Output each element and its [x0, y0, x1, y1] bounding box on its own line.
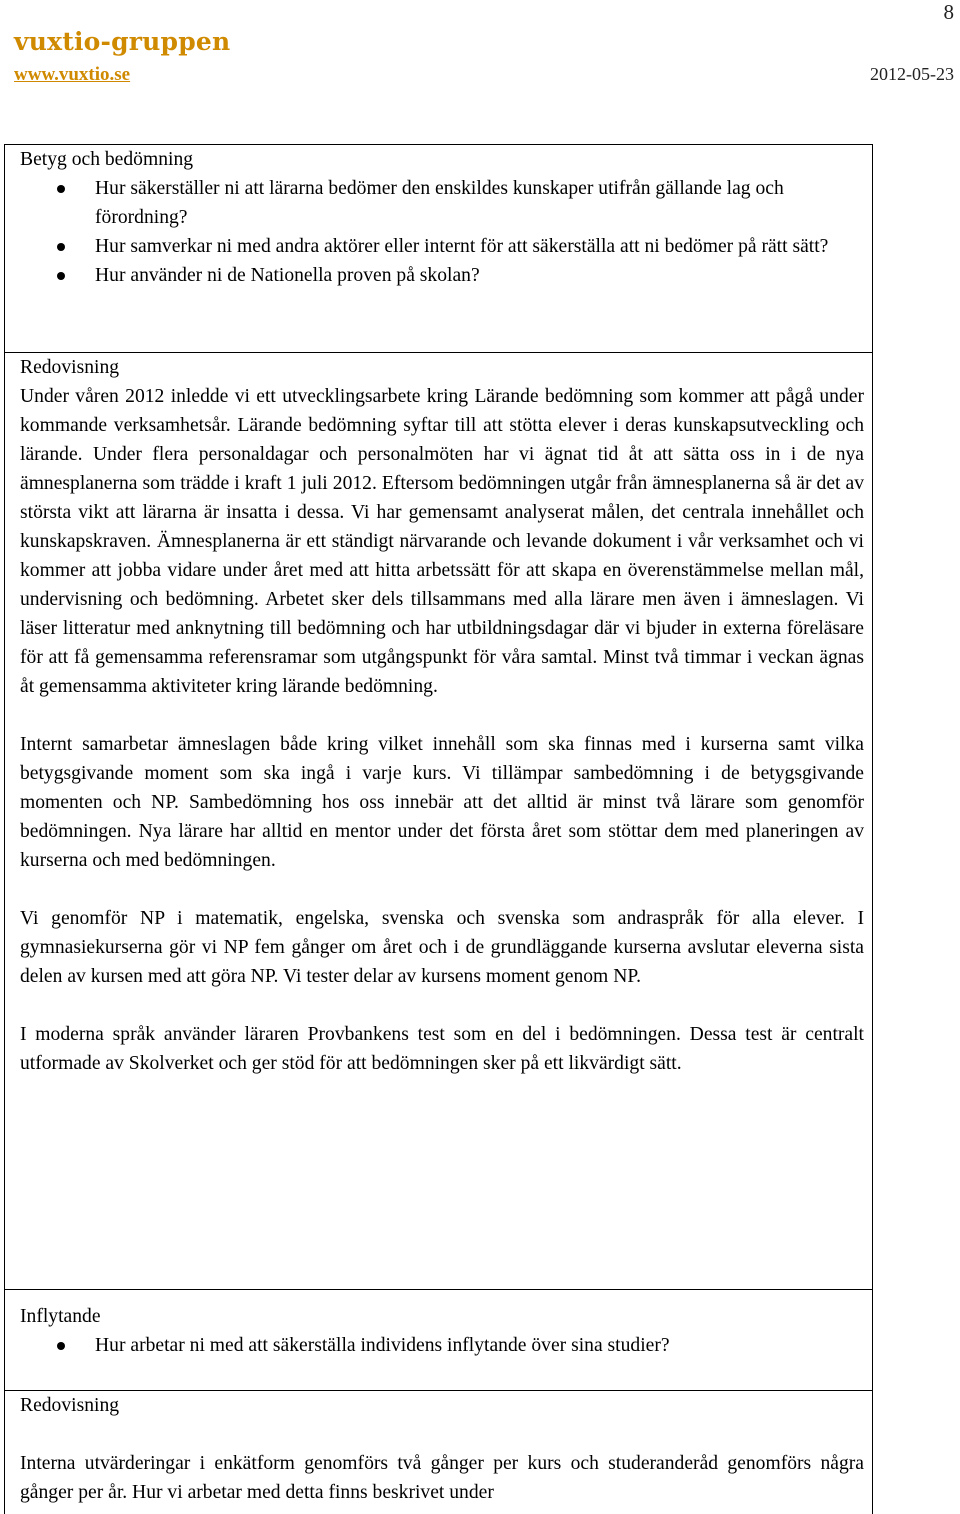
betyg-section: [20, 145, 864, 290]
row-divider: [4, 1289, 873, 1290]
bullet-icon: [57, 185, 65, 193]
bullet-icon: [57, 272, 65, 280]
betyg-question-list: [20, 174, 864, 290]
question-text: Hur samverkar ni med andra aktörer eller internt för att säkerställa att ni bedömer på rätt sätt?: [95, 236, 829, 257]
bullet-icon: [57, 1342, 65, 1350]
brand-url-link[interactable]: www.vuxtio.se: [14, 64, 131, 85]
brand-name: vuxtio-gruppen: [14, 27, 231, 56]
redovisning-paragraph: Under våren 2012 inledde vi ett utvecklingsarbete kring Lärande bedömning som kommer att pågå under kommande verksamhetsår. Lärande bedömning syftar till att stötta elever i deras kunskapsutveckling och lärande. Under flera personaldagar och personalmöten har vi ägnat tid åt att sätta oss in i de nya ämnesplanerna som trädde i kraft 1 juli 2012. Eftersom bedömningen utgår från ämnesplanerna så är det av största vikt att lärarna är insatta i dessa. Vi har gemensamt analyserat målen, det centrala innehållet och kunskapskraven. Ämnesplanerna är ett ständigt närvarande och levande dokument i vår verksamhet och vi kommer att jobba vidare under året med att hitta arbetssätt för att skapa en överenstämmelse mellan mål, undervisning och bedömning. Arbetet sker dels tillsammans med alla lärare men även i ämneslagen. Vi läser litteratur med anknytning till bedömning och har utbildningsdagar där vi bjuder in externa föreläsare för att få gemensamma referensramar som utgångspunkt för våra samtal. Minst två timmar i veckan ägnas åt gemensamma aktiviteter kring lärande bedömning.: [20, 386, 864, 697]
question-item: [20, 232, 864, 261]
question-text: Hur använder ni de Nationella proven på skolan?: [95, 265, 480, 286]
table-border-right: [872, 144, 873, 1514]
inflytande-question-list: [20, 1331, 864, 1360]
redovisning-paragraph: Vi genomför NP i matematik, engelska, svenska och svenska som andraspråk för alla elever. I gymnasiekurserna gör vi NP fem gånger om året och i de grundläggande kurserna avslutar eleverna sista delen av kursen med att göra NP. Vi tester delar av kursens moment genom NP.: [20, 908, 864, 987]
document-date: 2012-05-23: [870, 64, 954, 84]
page-number: 8: [943, 0, 954, 24]
redovisning-section: [20, 353, 864, 1078]
content-table: [4, 144, 873, 1514]
section-heading-betyg: Betyg och bedömning: [20, 149, 194, 170]
bullet-icon: [57, 243, 65, 251]
question-text: Hur säkerställer ni att lärarna bedömer den enskildes kunskaper utifrån gällande lag och förordning?: [95, 178, 784, 228]
redovisning-paragraph: I moderna språk använder läraren Provbankens test som en del i bedömningen. Dessa test är centralt utformade av Skolverket och ger stöd för att bedömningen sker på ett likvärdigt sätt.: [20, 1024, 864, 1074]
question-text: Hur arbetar ni med att säkerställa individens inflytande över sina studier?: [95, 1335, 670, 1356]
section-heading-inflytande: Inflytande: [20, 1306, 101, 1327]
question-item: [20, 1331, 864, 1360]
redovisning-paragraph: Internt samarbetar ämneslagen både kring vilket innehåll som ska finnas med i kurserna samt vilka betygsgivande moment som ska ingå i varje kurs. Vi tillämpar sambedömning i de betygsgivande momenten och NP. Sambedömning hos oss innebär att det alltid är minst två lärare som genomför bedömningen. Nya lärare har alltid en mentor under det första året som stöttar dem med planeringen av kurserna och med bedömningen.: [20, 734, 864, 871]
question-item: [20, 261, 864, 290]
question-item: [20, 174, 864, 232]
section-heading-redovisning-inflytande: Redovisning: [20, 1395, 120, 1416]
section-heading-redovisning: Redovisning: [20, 357, 120, 378]
table-border-left: [4, 144, 5, 1514]
inflytande-section: [20, 1302, 864, 1360]
redovisning-inflytande-section: [20, 1391, 864, 1507]
redovisning-paragraph: Interna utvärderingar i enkätform genomförs två gånger per kurs och studeranderåd genomförs några gånger per år. Hur vi arbetar med detta finns beskrivet under: [20, 1453, 864, 1503]
